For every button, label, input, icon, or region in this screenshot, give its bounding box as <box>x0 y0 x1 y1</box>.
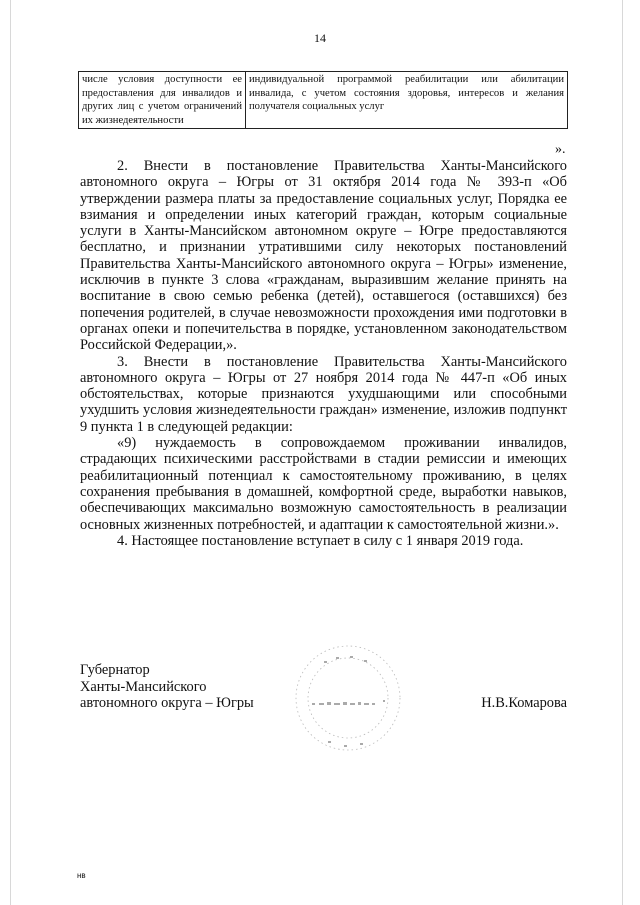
paragraph-item-2: 2. Внести в постановление Правительства Ханты-Мансийского автономного округа – Югры от 31 октября 2014 года № 393-п «Об утверждении размера платы за предоставление социальных услуг, Порядка ее взимания и определении иных категорий граждан, которым социальные услуги в Ханты-Мансийском автономном округе – Югре предоставляются бесплатно, и признании утратившими силу некоторых постановлений Правительства Ханты-Мансийского автономного округа – Югры» изменение, исключив в пункте 3 слова «гражданам, выразившим желание принять на воспитание в свою семью ребенка (детей), оставшегося (оставшихся) без попечения родителей, в случае невозможности прохождения ими подготовки в органах опеки и попечительства в порядке, установленном законодательством Российской Федерации,». <box>80 158 567 354</box>
signer-name: Н.В.Комарова <box>481 695 567 711</box>
signer-title-line-1: Губернатор <box>80 662 150 678</box>
scan-edge-left <box>10 0 11 905</box>
table-cell-right: индивидуальной программой реабилитации или абилитации инвалида, с учетом состояния здоровья, интересов и желания получателя социальных услуг <box>246 72 568 129</box>
table-row <box>79 72 568 129</box>
paragraph-subitem-9: «9) нуждаемость в сопровождаемом проживании инвалидов, страдающих психическими расстройствами в стадии ремиссии и имеющих реабилитационный потенциал к самостоятельному проживанию, в целях сохранения пребывания в домашней, комфортной среде, выработки навыков, обеспечивающих максимально возможную самостоятельность в реализации основных жизненных потребностей, и адаптации к самостоятельной жизни.». <box>80 435 567 533</box>
paragraph-item-3: 3. Внести в постановление Правительства Ханты-Мансийского автономного округа – Югры от 27 ноября 2014 года № 447-п «Об иных обстоятельствах, которые признаются ухудшающими или способными ухудшить условия жизнедеятельности граждан» изменение, изложив подпункт 9 пункта 1 в следующей редакции: <box>80 353 567 435</box>
scan-edge-right <box>622 0 623 905</box>
signature-block <box>80 662 254 712</box>
paragraph-item-4: 4. Настоящее постановление вступает в силу с 1 января 2019 года. <box>117 532 524 549</box>
signer-title-line-2: Ханты-Мансийского <box>80 678 207 695</box>
page-number: 14 <box>314 31 326 45</box>
table-fragment <box>78 71 568 129</box>
table-cell-left: числе условия доступности ее предоставления для инвалидов и других лиц с учетом ограничений их жизнедеятельности <box>79 72 246 129</box>
table-closing-quote: ». <box>555 142 566 157</box>
body-text <box>80 158 567 549</box>
footer-mark: нв <box>77 871 86 880</box>
stamp-icon <box>288 637 408 759</box>
signer-title-line-3: автономного округа – Югры <box>80 695 254 712</box>
